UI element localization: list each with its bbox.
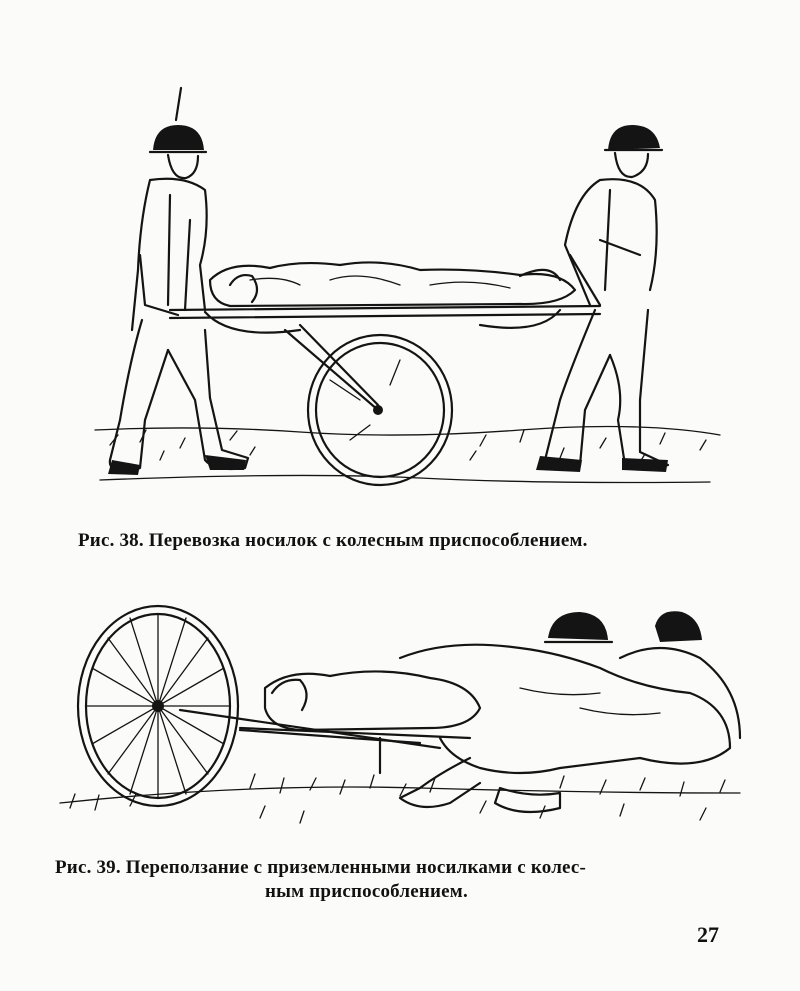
figure-38-illustration	[0, 80, 800, 520]
stretcher-wheel	[285, 325, 452, 485]
stretcher-carry-drawing	[0, 80, 800, 520]
figure-39-illustration	[0, 598, 800, 843]
grounded-stretcher	[180, 671, 480, 773]
ground	[95, 426, 720, 482]
stretcher-crawl-drawing	[0, 598, 800, 843]
right-soldier	[536, 125, 668, 472]
page-number: 27	[697, 922, 719, 947]
spoked-wheel	[78, 606, 238, 806]
figure-39-caption-line-2: ным приспособлением.	[265, 881, 468, 902]
figure-39-caption	[55, 856, 735, 904]
figure-38-caption: Рис. 38. Перевозка носилок с колесным приспособлением.	[78, 530, 588, 551]
crawling-soldiers	[400, 611, 740, 812]
figure-39-caption-line-1: Рис. 39. Переползание с приземленными носилками с колес-	[55, 857, 587, 878]
stretcher	[170, 262, 600, 332]
left-soldier	[108, 88, 248, 475]
